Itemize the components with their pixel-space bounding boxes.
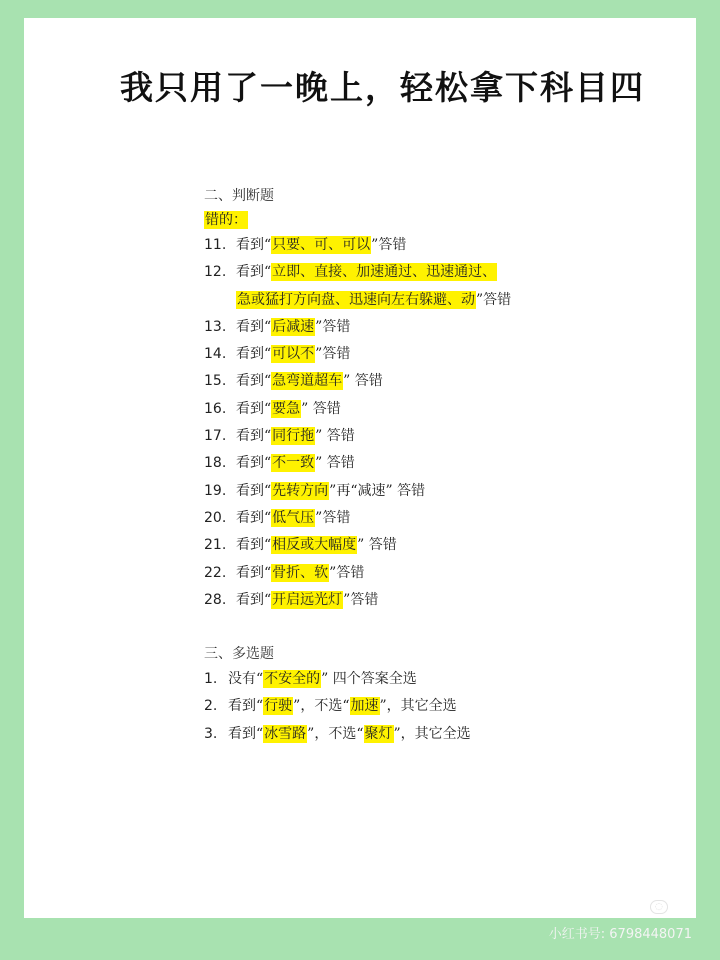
item-number: 17. [204,428,227,445]
subheading-wrong-label: 错的： [205,212,247,228]
list-item [204,423,511,450]
item-text: 看到“ [236,346,272,363]
item-text: ”再“减速” 答错 [329,482,426,499]
item-text: ”，不选“ [293,698,350,715]
item-text: 看到“ [236,482,272,499]
section-heading-multi: 三、多选题 [204,646,274,663]
list-item [204,232,511,259]
item-text: ” 答错 [315,455,355,472]
highlighted-keyword: 先转方向 [272,482,329,499]
item-number: 28. [204,591,227,608]
item-text: ”，其它全选 [393,725,471,742]
list-item [204,287,511,314]
highlighted-keyword: 骨折、软 [272,564,329,581]
highlighted-keyword: 冰雪路 [264,725,307,742]
list-item [204,666,511,693]
item-text: ” 答错 [301,400,341,417]
item-number: 11. [204,237,227,253]
item-number: 18. [204,455,227,472]
document-page [24,18,696,918]
item-text: 看到“ [236,237,272,253]
item-text: ” 答错 [315,428,355,445]
page-title: 我只用了一晚上，轻松拿下科目四 [120,68,645,107]
list-item [204,341,511,368]
item-text: 看到“ [236,564,272,581]
list-item [204,560,511,587]
list-item [204,721,511,748]
list-item [204,368,511,395]
logo-icon: ◌ [650,900,668,914]
item-text: 看到“ [236,428,272,445]
highlighted-keyword: 急或猛打方向盘、迅速向左右躲避、动 [237,291,475,308]
list-item [204,587,511,614]
highlighted-keyword: 急弯道超车 [272,373,343,390]
highlighted-keyword: 要急 [272,400,301,417]
item-text: 看到“ [236,591,272,608]
item-text: 看到“ [236,400,272,417]
item-number: 16. [204,400,227,417]
item-text: ” 答错 [357,537,397,554]
item-number: 19. [204,482,227,499]
item-text: 看到“ [236,537,272,554]
item-number: 3. [204,725,218,742]
item-text: ” 四个答案全选 [321,671,417,688]
multi-choice-list [204,666,511,748]
highlighted-keyword: 聚灯 [364,725,393,742]
item-text: ”，其它全选 [379,698,457,715]
highlighted-keyword: 加速 [350,698,379,715]
highlighted-keyword: 行驶 [264,698,293,715]
subheading-wrong [204,208,511,232]
highlighted-keyword: 后减速 [272,318,315,335]
item-text: 看到“ [236,373,272,390]
list-item [204,505,511,532]
item-text: ”答错 [343,591,379,608]
section-gap [204,614,511,642]
list-item [204,450,511,477]
item-number: 13. [204,318,227,335]
highlighted-keyword: 相反或大幅度 [272,537,357,554]
list-item [204,532,511,559]
item-number: 1. [204,671,218,688]
highlighted-keyword: 不一致 [272,455,315,472]
item-number: 2. [204,698,218,715]
item-text: 看到“ [236,455,272,472]
watermark: 小红书号: 6798448071 [548,927,692,942]
item-text: 没有“ [228,671,264,688]
item-text: ”答错 [329,564,365,581]
item-text: 看到“ [236,509,272,526]
item-text: ”答错 [476,291,512,308]
list-item [204,314,511,341]
highlighted-keyword: 可以不 [272,346,315,363]
item-text: 看到“ [228,725,264,742]
item-text: ”答错 [371,237,407,253]
item-number: 12. [204,264,227,281]
item-number: 20. [204,509,227,526]
item-text: ” 答错 [343,373,383,390]
list-item [204,259,511,286]
item-number: 14. [204,346,227,363]
highlighted-keyword: 立即、直接、加速通过、迅速通过、 [272,264,497,281]
item-text: ”答错 [315,346,351,363]
list-item [204,478,511,505]
highlighted-keyword: 开启远光灯 [272,591,343,608]
item-text: ”，不选“ [307,725,364,742]
item-text: 看到“ [236,264,272,281]
item-text: ”答错 [315,318,351,335]
highlighted-keyword: 同行拖 [272,428,315,445]
item-number: 22. [204,564,227,581]
item-number: 15. [204,373,227,390]
item-text: 看到“ [228,698,264,715]
list-item [204,396,511,423]
section-heading-judgment: 二、判断题 [204,188,274,204]
judgment-list [204,232,511,614]
highlighted-keyword: 只要、可、可以 [272,237,371,253]
highlighted-keyword: 不安全的 [264,671,321,688]
item-number: 21. [204,537,227,554]
item-text: 看到“ [236,318,272,335]
item-text: ”答错 [315,509,351,526]
document-content [204,184,511,748]
list-item [204,693,511,720]
highlighted-keyword: 低气压 [272,509,315,526]
